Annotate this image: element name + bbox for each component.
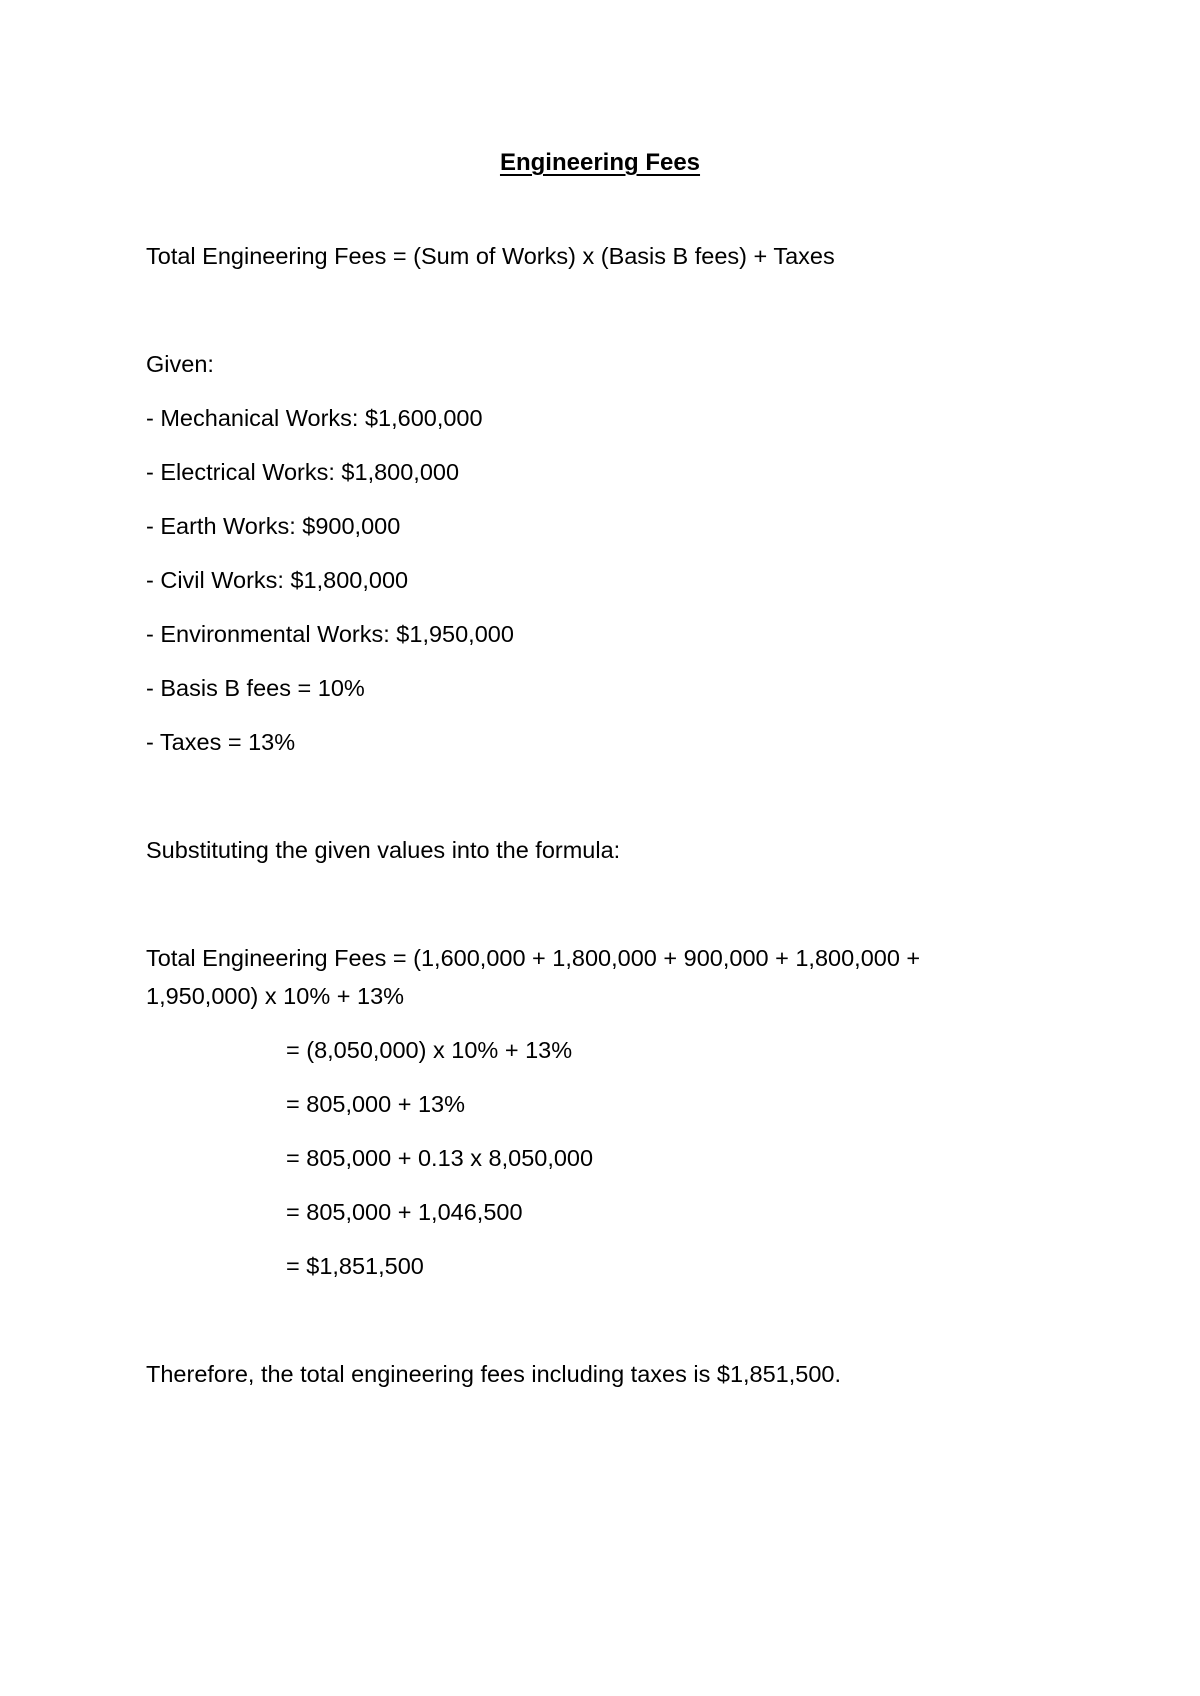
calculation-step-1: = (8,050,000) x 10% + 13% [286,1037,573,1063]
calculation-step-2: = 805,000 + 13% [286,1091,466,1117]
given-item-earth: - Earth Works: $900,000 [146,513,401,539]
calculation-step-3: = 805,000 + 0.13 x 8,050,000 [286,1145,594,1171]
formula-text: Total Engineering Fees = (Sum of Works) x (Basis B fees) + Taxes [146,243,835,269]
substitution-line-2: 1,950,000) x 10% + 13% [146,983,405,1009]
given-item-basis-b-fees: - Basis B fees = 10% [146,675,365,701]
given-item-environmental: - Environmental Works: $1,950,000 [146,621,514,647]
calculation-step-4: = 805,000 + 1,046,500 [286,1199,523,1225]
given-item-taxes: - Taxes = 13% [146,729,296,755]
given-label: Given: [146,351,214,377]
calculation-step-5: = $1,851,500 [286,1253,424,1279]
document-title: Engineering Fees [499,149,701,176]
substitution-line-1: Total Engineering Fees = (1,600,000 + 1,800,000 + 900,000 + 1,800,000 + [146,945,921,971]
given-item-civil: - Civil Works: $1,800,000 [146,567,409,593]
conclusion-text: Therefore, the total engineering fees including taxes is $1,851,500. [146,1361,842,1387]
given-item-electrical: - Electrical Works: $1,800,000 [146,459,460,485]
given-item-mechanical: - Mechanical Works: $1,600,000 [146,405,483,431]
substitution-intro: Substituting the given values into the formula: [146,837,621,863]
